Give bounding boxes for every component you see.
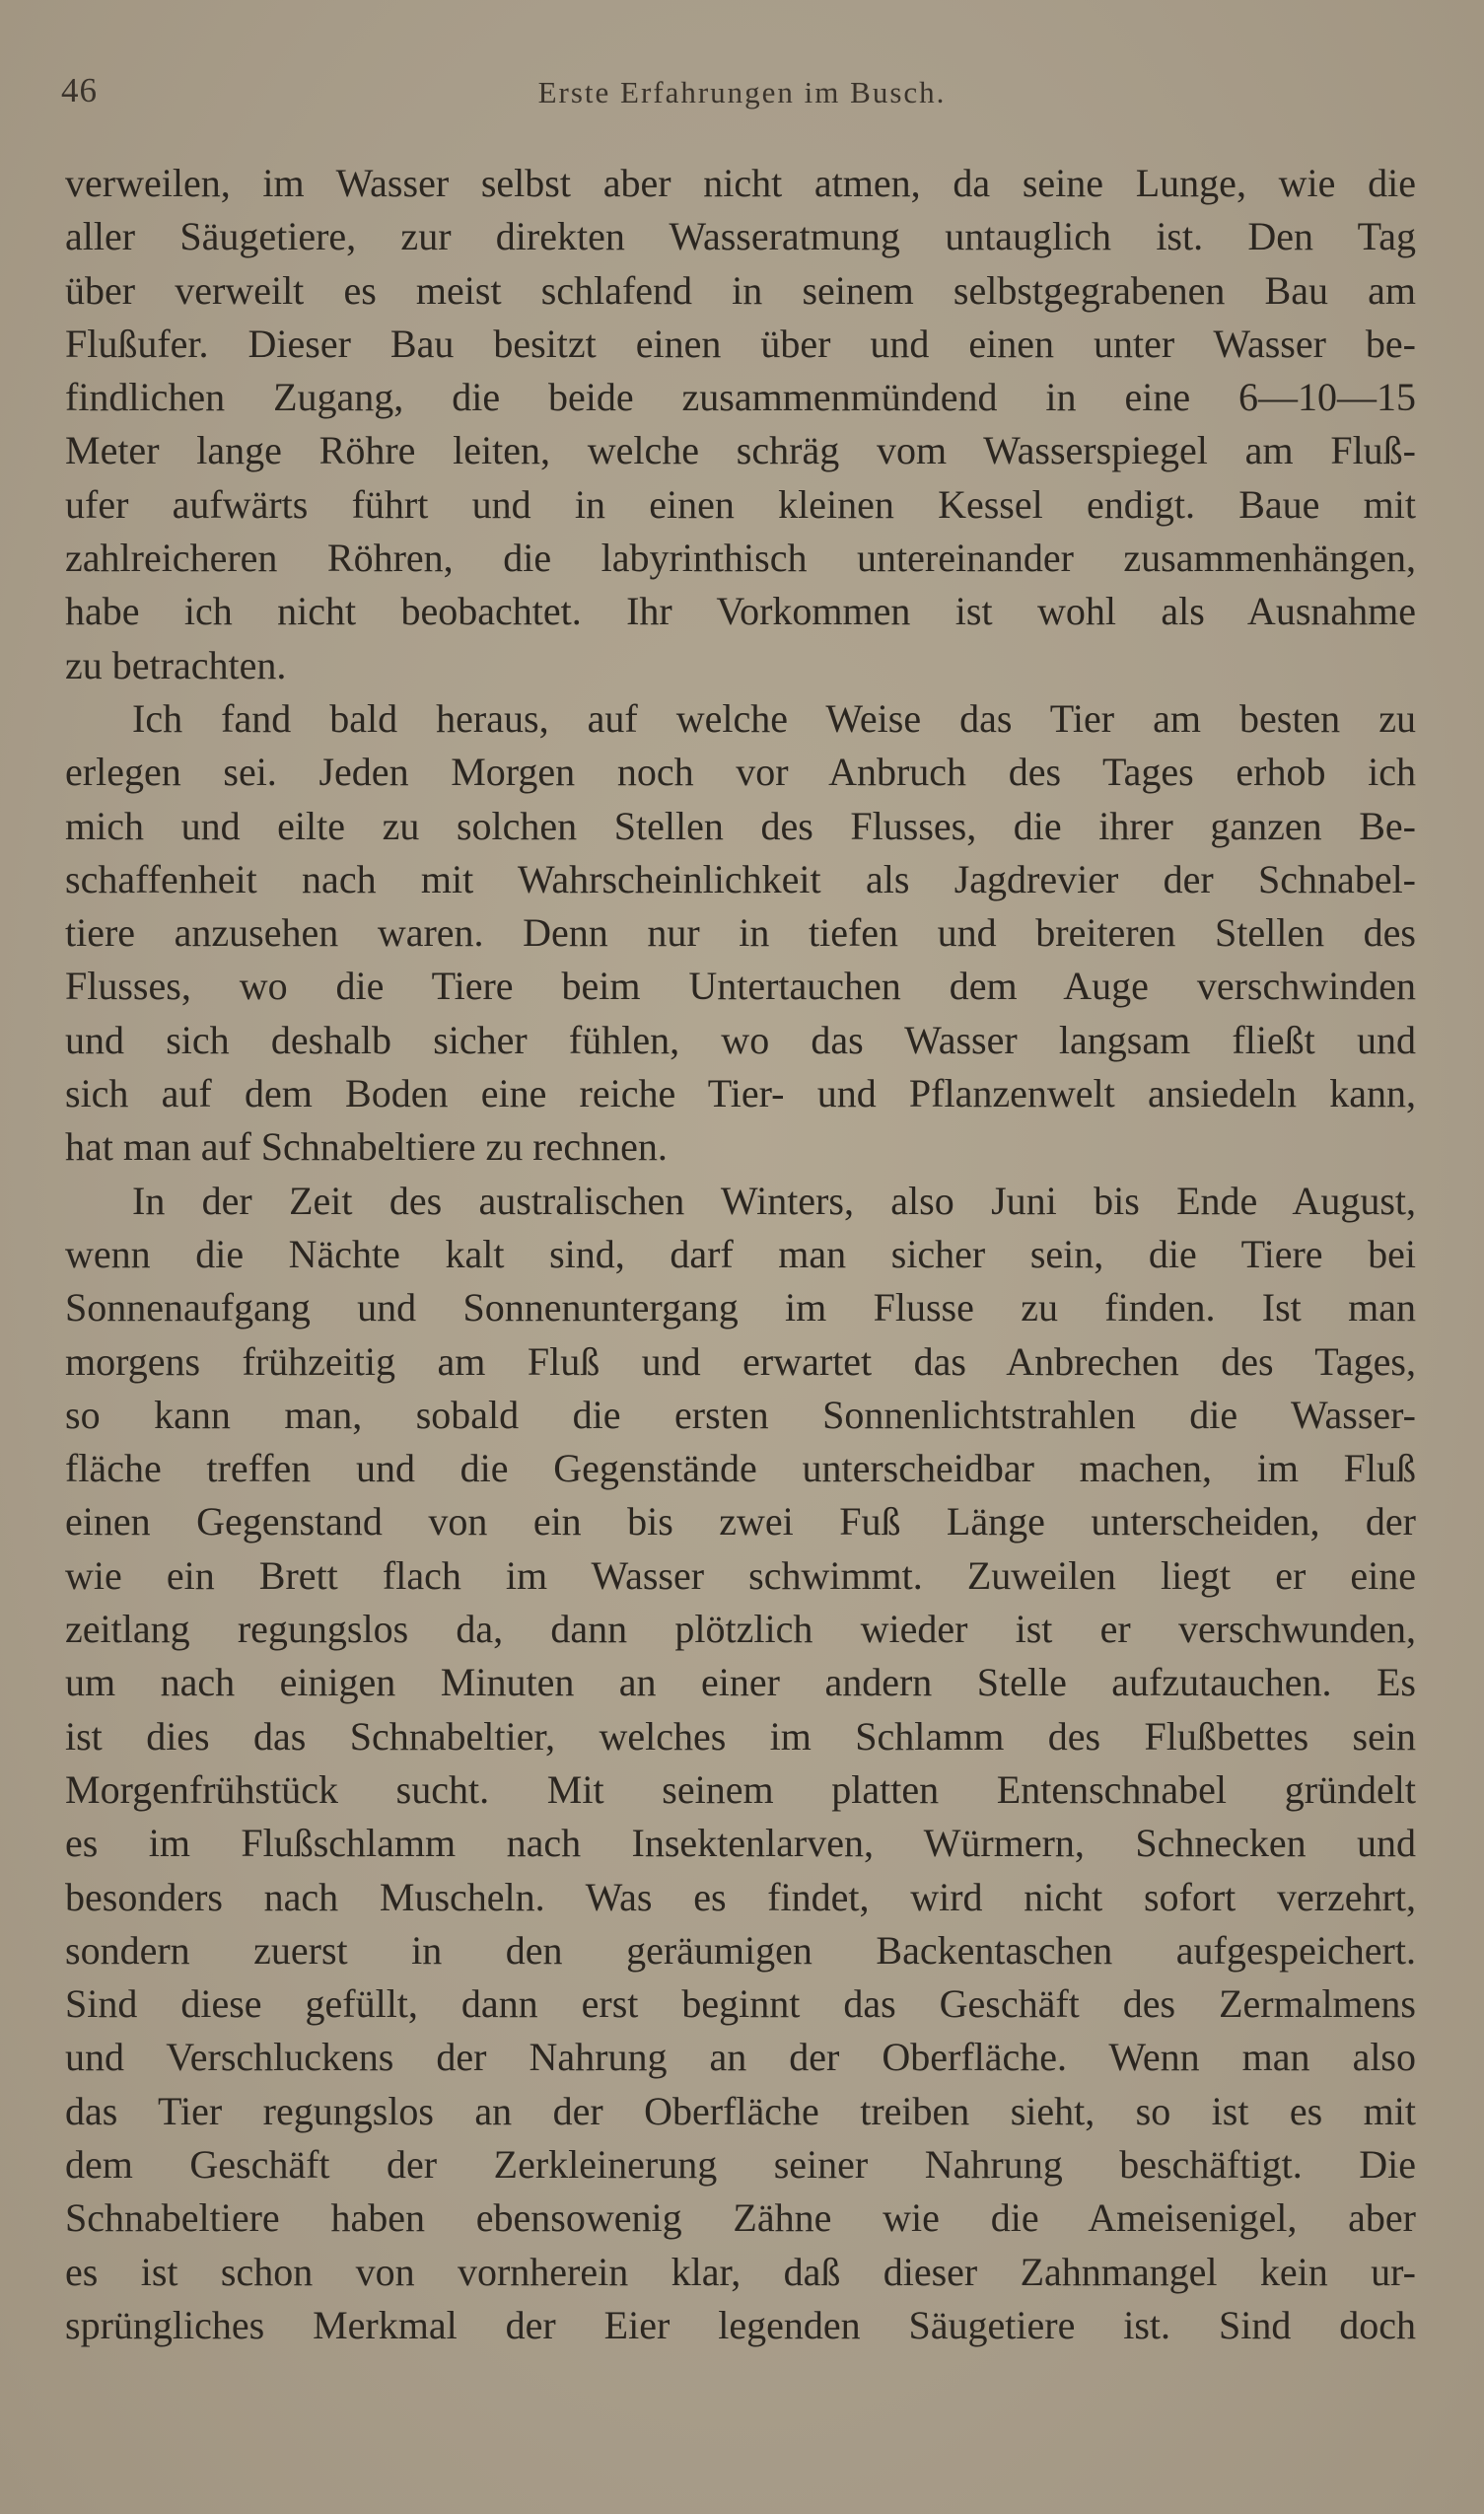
text-line: schaffenheit nach mit Wahrscheinlichkeit als Jagdrevier der Schnabel- [65, 856, 1416, 901]
text-line: besonders nach Muscheln. Was es findet, wird nicht sofort verzehrt, [65, 1874, 1416, 1919]
text-line: Morgenfrühstück sucht. Mit seinem platten Entenschnabel gründelt [65, 1766, 1416, 1812]
text-line: In der Zeit des australischen Winters, also Juni bis Ende August, [132, 1178, 1416, 1223]
text-line: so kann man, sobald die ersten Sonnenlichtstrahlen die Wasser- [65, 1392, 1416, 1437]
text-line: morgens frühzeitig am Fluß und erwartet das Anbrechen des Tages, [65, 1338, 1416, 1384]
text-line: es ist schon von vornherein klar, daß dieser Zahnmangel kein ur- [65, 2249, 1416, 2294]
text-line: zu betrachten. [65, 642, 287, 687]
text-line: über verweilt es meist schlafend in seinem selbstgegrabenen Bau am [65, 267, 1416, 313]
text-line: habe ich nicht beobachtet. Ihr Vorkommen ist wohl als Ausnahme [65, 589, 1416, 634]
text-line: Schnabeltiere haben ebensowenig Zähne wie die Ameisenigel, aber [65, 2195, 1416, 2241]
text-line: zeitlang regungslos da, dann plötzlich wieder ist er verschwunden, [65, 1607, 1416, 1652]
text-line: hat man auf Schnabeltiere zu rechnen. [65, 1124, 668, 1170]
text-line: und Verschluckens der Nahrung an der Oberfläche. Wenn man also [65, 2035, 1416, 2080]
paragraph [65, 692, 1416, 1175]
text-line: es im Flußschlamm nach Insektenlarven, Würmern, Schnecken und [65, 1821, 1416, 1866]
text-line: sondern zuerst in den geräumigen Backentaschen aufgespeichert. [65, 1927, 1416, 1973]
text-line: erlegen sei. Jeden Morgen noch vor Anbruch des Tages erhob ich [65, 750, 1416, 795]
text-line: mich und eilte zu solchen Stellen des Flusses, die ihrer ganzen Be- [65, 803, 1416, 848]
text-line: sich auf dem Boden eine reiche Tier- und Pflanzenwelt ansiedeln kann, [65, 1071, 1416, 1116]
text-line: Flußufer. Dieser Bau besitzt einen über und einen unter Wasser be- [65, 321, 1416, 366]
text-line: dem Geschäft der Zerkleinerung seiner Nahrung beschäftigt. Die [65, 2141, 1416, 2187]
text-line: tiere anzusehen waren. Denn nur in tiefen und breiteren Stellen des [65, 910, 1416, 956]
text-line: wenn die Nächte kalt sind, darf man sicher sein, die Tiere bei [65, 1231, 1416, 1276]
text-line: einen Gegenstand von ein bis zwei Fuß Länge unterscheiden, der [65, 1499, 1416, 1544]
text-line: Sonnenaufgang und Sonnenuntergang im Flusse zu finden. Ist man [65, 1285, 1416, 1330]
text-line: wie ein Brett flach im Wasser schwimmt. Zuweilen liegt er eine [65, 1552, 1416, 1598]
text-line: zahlreicheren Röhren, die labyrinthisch untereinander zusammenhängen, [65, 536, 1416, 581]
text-line: Sind diese gefüllt, dann erst beginnt das Geschäft des Zermalmens [65, 1981, 1416, 2027]
text-line: verweilen, im Wasser selbst aber nicht atmen, da seine Lunge, wie die [65, 161, 1416, 205]
text-line: Flusses, wo die Tiere beim Untertauchen dem Auge verschwinden [65, 964, 1416, 1009]
text-line: das Tier regungslos an der Oberfläche treiben sieht, so ist es mit [65, 2088, 1416, 2133]
text-line: und sich deshalb sicher fühlen, wo das Wasser langsam fließt und [65, 1017, 1416, 1062]
body-text [65, 157, 1416, 2352]
page-number: 46 [61, 71, 98, 109]
text-line: findlichen Zugang, die beide zusammenmündend in eine 6—10—15 [65, 375, 1416, 420]
text-line: sprüngliches Merkmal der Eier legenden Säugetiere ist. Sind doch [65, 2302, 1416, 2347]
paragraph [65, 1175, 1416, 2353]
text-line: aller Säugetiere, zur direkten Wasseratmung untauglich ist. Den Tag [65, 214, 1416, 259]
running-title: Erste Erfahrungen im Busch. [537, 75, 947, 109]
text-line: um nach einigen Minuten an einer andern Stelle aufzutauchen. Es [65, 1660, 1416, 1705]
text-line: fläche treffen und die Gegenstände unterscheidbar machen, im Fluß [65, 1446, 1416, 1491]
text-line: Ich fand bald heraus, auf welche Weise das Tier am besten zu [132, 695, 1416, 741]
text-line: ufer aufwärts führt und in einen kleinen Kessel endigt. Baue mit [65, 481, 1416, 527]
page-header [61, 71, 1423, 120]
text-line: Meter lange Röhre leiten, welche schräg vom Wasserspiegel am Fluß- [65, 428, 1416, 473]
paragraph [65, 157, 1416, 692]
text-line: ist dies das Schnabeltier, welches im Schlamm des Flußbettes sein [65, 1713, 1416, 1759]
